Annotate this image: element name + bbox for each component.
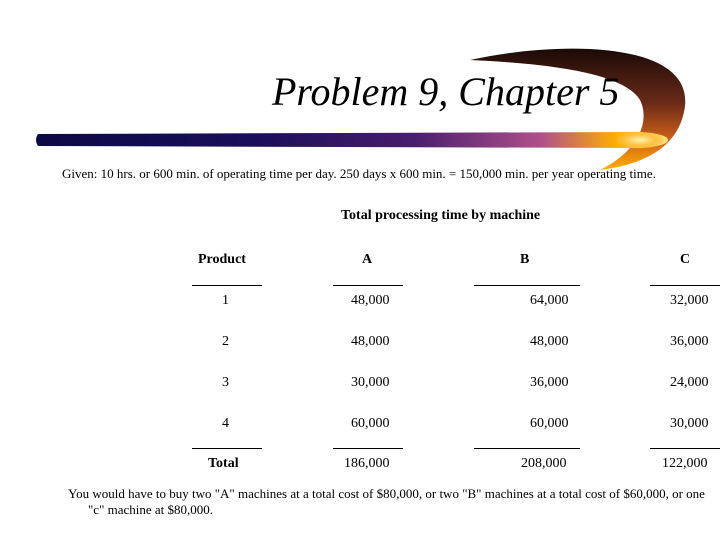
- table-title: Total processing time by machine: [341, 208, 541, 223]
- total-b: 208,000: [521, 456, 567, 471]
- table-cell: 64,000: [530, 293, 569, 308]
- swoosh-glow: [614, 131, 666, 149]
- total-a: 186,000: [344, 456, 390, 471]
- header-a: A: [362, 252, 373, 267]
- header-rule-product: [192, 285, 262, 286]
- header-b: B: [520, 252, 530, 267]
- table-cell: 4: [222, 416, 229, 431]
- total-rule-c: [650, 448, 720, 449]
- table-cell: 48,000: [351, 334, 390, 349]
- given-paragraph: Given: 10 hrs. or 600 min. of operating time per day. 250 days x 600 min. = 150,000 min. per year operating time.: [62, 166, 656, 181]
- table-cell: 2: [222, 334, 229, 349]
- table-cell: 36,000: [670, 334, 709, 349]
- table-cell: 1: [222, 293, 229, 308]
- table-cell: 60,000: [351, 416, 390, 431]
- header-product: Product: [198, 252, 246, 267]
- header-c: C: [680, 252, 691, 267]
- total-label: Total: [208, 456, 239, 471]
- table-cell: 48,000: [351, 293, 390, 308]
- table-cell: 24,000: [670, 375, 709, 390]
- table-cell: 36,000: [530, 375, 569, 390]
- total-rule-b: [474, 448, 580, 449]
- table-cell: 48,000: [530, 334, 569, 349]
- conclusion-paragraph: You would have to buy two "A" machines at a total cost of $80,000, or two "B" machines at a total cost of $60,000, or one "c" machine at $80,000.: [68, 486, 705, 517]
- table-cell: 60,000: [530, 416, 569, 431]
- slide-title: Problem 9, Chapter 5: [272, 69, 620, 114]
- header-rule-b: [474, 285, 580, 286]
- table-cell: 3: [222, 375, 229, 390]
- total-rule-product: [192, 448, 262, 449]
- total-rule-a: [333, 448, 403, 449]
- header-rule-c: [650, 285, 720, 286]
- table-cell: 30,000: [351, 375, 390, 390]
- total-c: 122,000: [662, 456, 708, 471]
- swoosh-bar: [36, 132, 668, 148]
- table-cell: 32,000: [670, 293, 709, 308]
- header-rule-a: [333, 285, 403, 286]
- table-cell: 30,000: [670, 416, 709, 431]
